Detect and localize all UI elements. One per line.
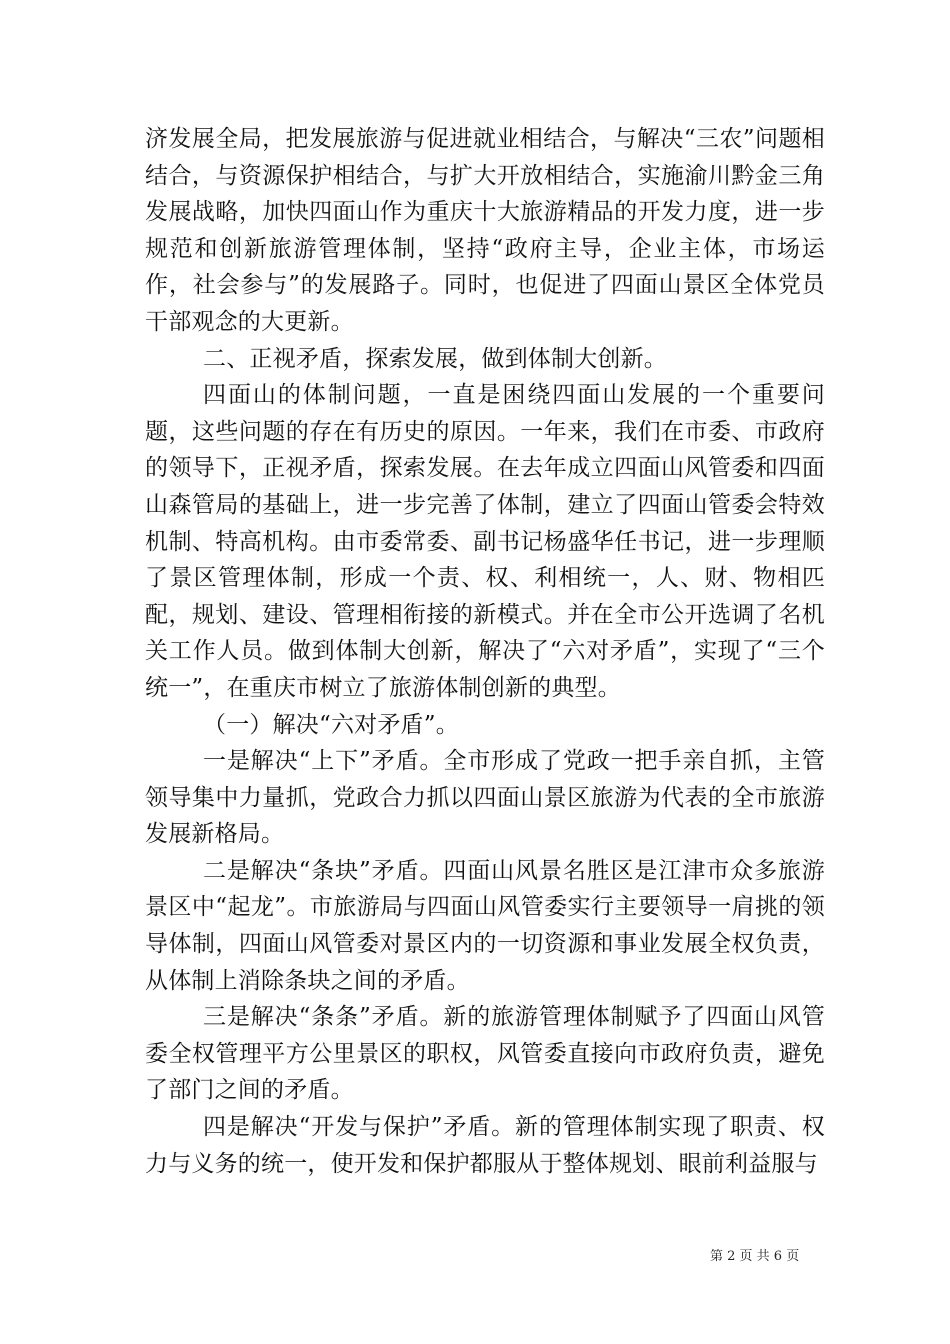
- paragraph-contradiction-3: 三是解决“条条”矛盾。新的旅游管理体制赋予了四面山风管委全权管理平方公里景区的职权，风管委直接向市政府负责，避免了部门之间的矛盾。: [145, 1004, 825, 1104]
- page-number-footer: 第 2 页 共 6 页: [710, 1249, 800, 1264]
- document-body: [145, 121, 825, 1182]
- paragraph-contradiction-4: 四是解决“开发与保护”矛盾。新的管理体制实现了职责、权力与义务的统一，使开发和保护都服从于整体规划、眼前利益服与: [145, 1114, 825, 1177]
- section-heading-2: 二、正视矛盾，探索发展，做到体制大创新。: [203, 345, 667, 372]
- paragraph-contradiction-1: 一是解决“上下”矛盾。全市形成了党政一把手亲自抓，主管领导集中力量抓，党政合力抓以四面山景区旅游为代表的全市旅游发展新格局。: [145, 748, 825, 848]
- subsection-heading-1: （一）解决“六对矛盾”。: [203, 711, 459, 738]
- paragraph-continuation: 济发展全局，把发展旅游与促进就业相结合，与解决“三农”问题相结合，与资源保护相结合，与扩大开放相结合，实施渝川黔金三角发展战略，加快四面山作为重庆十大旅游精品的开发力度，进一步规范和创新旅游管理体制，坚持“政府主导，企业主体，市场运作，社会参与”的发展路子。同时，也促进了四面山景区全体党员干部观念的大更新。: [145, 126, 825, 335]
- paragraph-contradiction-2: 二是解决“条块”矛盾。四面山风景名胜区是江津市众多旅游景区中“起龙”。市旅游局与四面山风管委实行主要领导一肩挑的领导体制，四面山风管委对景区内的一切资源和事业发展全权负责，从体制上消除条块之间的矛盾。: [145, 857, 825, 994]
- paragraph-system-issues: 四面山的体制问题，一直是困绕四面山发展的一个重要问题，这些问题的存在有历史的原因。一年来，我们在市委、市政府的领导下，正视矛盾，探索发展。在去年成立四面山风管委和四面山森管局的基础上，进一步完善了体制，建立了四面山管委会特效机制、特高机构。由市委常委、副书记杨盛华任书记，进一步理顺了景区管理体制，形成一个责、权、利相统一，人、财、物相匹配，规划、建设、管理相衔接的新模式。并在全市公开选调了名机关工作人员。做到体制大创新，解决了“六对矛盾”，实现了“三个统一”，在重庆市树立了旅游体制创新的典型。: [145, 382, 825, 701]
